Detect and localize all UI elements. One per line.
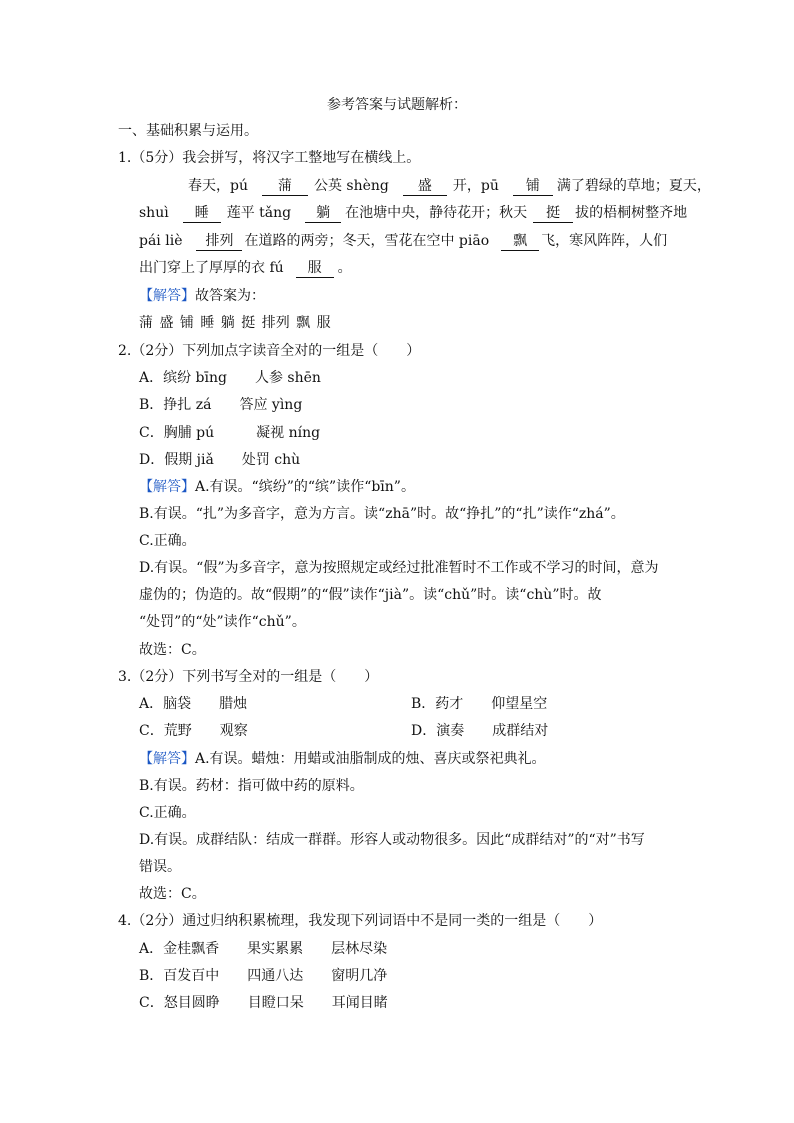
- q4-stem: 4.（2分）通过归纳积累梳理，我发现下列词语中不是同一类的一组是（ ）: [118, 913, 603, 929]
- q2-option-a: A．缤纷 bīng 人参 shēn: [139, 370, 321, 386]
- q3-analysis-d-2: 错误。: [139, 859, 181, 875]
- q4-option-b: B．百发百中 四通八达 窗明几净: [139, 968, 388, 984]
- section-heading: 一、基础积累与运用。: [118, 123, 258, 139]
- answer-blank: 铺: [513, 178, 553, 196]
- q2-analysis-d-2: 虚伪的；伪造的。故“假期”的“假”读作“jià”。读“chǔ”时。读“chù”时。故: [139, 587, 602, 603]
- q2-analysis-d-3: “处罚”的“处”读作“chǔ”。: [139, 614, 306, 630]
- q3-choice: 故选：C。: [139, 886, 206, 902]
- q3-option-c: C．荒野 观察: [139, 723, 248, 739]
- q2-option-b: B．挣扎 zá 答应 yìng: [139, 397, 303, 413]
- q1-paragraph-line-4: 出门穿上了厚厚的衣 fú 服 。: [139, 260, 352, 276]
- q1-answer-chars: 蒲 盛 铺 睡 躺 挺 排列 飘 服: [139, 315, 331, 331]
- q2-stem: 2.（2分）下列加点字读音全对的一组是（ ）: [118, 343, 421, 359]
- q2-option-c: C．胸脯 pú 凝视 níng: [139, 425, 321, 441]
- answer-blank: 蒲: [262, 178, 308, 196]
- q4-option-a: A．金桂飘香 果实累累 层林尽染: [139, 941, 388, 957]
- q2-analysis-b: B.有误。“扎”为多音字，意为方言。读“zhā”时。故“挣扎”的“扎”读作“zhá”。: [139, 506, 625, 522]
- q1-paragraph-line-3: pái liè 排列 在道路的两旁；冬天，雪花在空中 piāo 飘 飞，寒风阵阵，人们: [139, 233, 668, 249]
- answer-tag: 【解答】: [139, 751, 195, 767]
- answer-blank: 服: [296, 260, 334, 278]
- answer-blank: 挺: [533, 205, 573, 223]
- q3-option-a: A．脑袋 腊烛: [139, 696, 248, 712]
- q1-paragraph-line-2: shuì 睡 莲平 tǎng 躺 在池塘中央，静待花开；秋天 挺 拔的梧桐树整齐地: [139, 205, 688, 221]
- q3-stem: 3.（2分）下列书写全对的一组是（ ）: [118, 669, 379, 685]
- q2-choice: 故选：C。: [139, 642, 206, 658]
- q2-analysis-d-1: D.有误。“假”为多音字，意为按照规定或经过批准暂时不工作或不学习的时间，意为: [139, 560, 659, 576]
- q3-analysis-b: B.有误。药材：指可做中药的原料。: [139, 778, 364, 794]
- answer-tag: 【解答】: [139, 479, 195, 495]
- answer-blank: 盛: [403, 178, 447, 196]
- answer-blank: 睡: [183, 205, 221, 223]
- answer-blank: 排列: [196, 233, 242, 251]
- q3-option-d: D．演奏 成群结对: [411, 723, 549, 739]
- q2-analysis-c: C.正确。: [139, 533, 196, 549]
- q3-analysis-a: 【解答】A.有误。蜡烛：用蜡或油脂制成的烛、喜庆或祭祀典礼。: [139, 751, 546, 767]
- q3-option-b: B．药才 仰望星空: [411, 696, 548, 712]
- q3-analysis-d-1: D.有误。成群结队：结成一群群。形容人或动物很多。因此“成群结对”的“对”书写: [139, 832, 645, 848]
- answer-blank: 躺: [305, 205, 341, 223]
- page-title: 参考答案与试题解析：: [327, 97, 467, 113]
- q1-answer-label: 【解答】故答案为：: [139, 288, 265, 304]
- answer-tag: 【解答】: [139, 288, 195, 304]
- q2-option-d: D．假期 jiǎ 处罚 chù: [139, 452, 301, 468]
- answer-blank: 飘: [501, 233, 539, 251]
- q1-stem: 1.（5分）我会拼写，将汉字工整地写在横线上。: [118, 150, 421, 166]
- q4-option-c: C．怒目圆睁 目瞪口呆 耳闻目睹: [139, 995, 388, 1011]
- q1-paragraph-line-1: 春天，pú 蒲 公英 shèng 盛 开，pū 铺 满了碧绿的草地；夏天，: [188, 178, 711, 194]
- q3-analysis-c: C.正确。: [139, 805, 196, 821]
- q2-analysis-a: 【解答】A.有误。“缤纷”的“缤”读作“bīn”。: [139, 479, 415, 495]
